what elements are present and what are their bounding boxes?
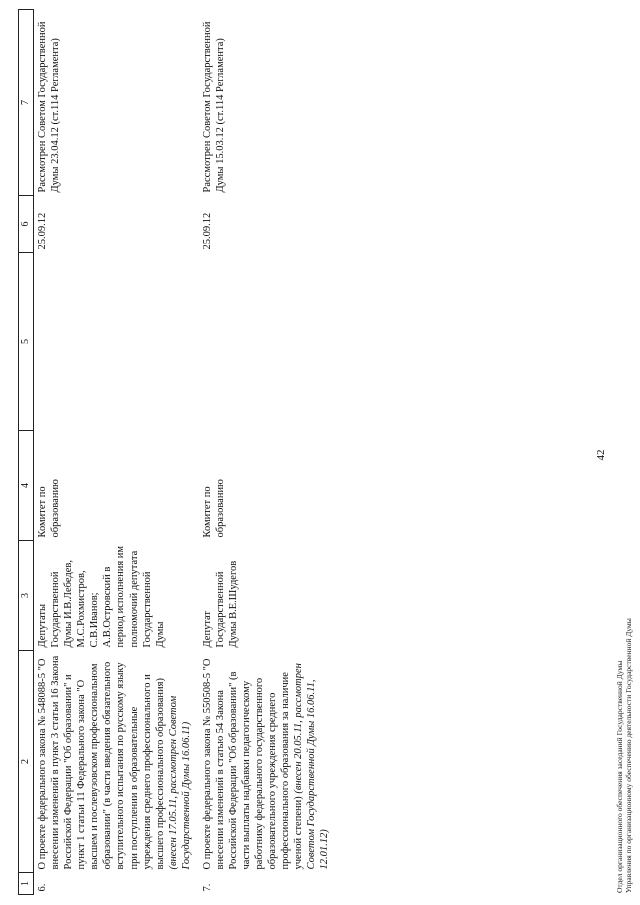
header-row [19, 10, 34, 895]
row-number: 6. [37, 883, 49, 892]
column-header: 1 [19, 873, 34, 895]
authors-cell: Депутат Государственной Думы В.Е.Шудегов [201, 560, 239, 648]
page-number: 42 [595, 449, 607, 461]
column-header: 3 [19, 541, 34, 651]
footer-line-1: Отдел организационного обеспечения заседаний Государственной Думы [615, 660, 624, 893]
column-header: 6 [19, 196, 34, 253]
column-header: 4 [19, 431, 34, 541]
column-header: 5 [19, 253, 34, 431]
table-row [199, 10, 337, 895]
column-header: 2 [19, 651, 34, 873]
bill-history: (внесен 17.05.11, рассмотрен Советом Государственной Думы 16.06.11) [167, 695, 192, 870]
date-cell: 25.09.12 [201, 212, 213, 250]
column-5-cell [34, 253, 199, 431]
column-header: 7 [19, 10, 34, 196]
table-row [34, 10, 199, 895]
committee-cell: Комитет по образованию [37, 479, 62, 538]
bill-history: (внесен 20.05.11, рассмотрен Советом Государственной Думы 16.06.11, 12.01.12) [292, 663, 330, 870]
status-cell: Рассмотрен Советом Государственной Думы 23.04.12 (ст.114 Регламента) [37, 21, 62, 193]
date-cell: 25.09.12 [37, 212, 49, 250]
footer-line-2: Управления по организационному обеспечению деятельности Государственной Думы [624, 618, 634, 893]
status-cell: Рассмотрен Советом Государственной Думы 15.03.12 (ст.114 Регламента) [201, 21, 226, 193]
row-number: 7. [201, 883, 213, 892]
bill-title: О проекте федерального закона № 550508-5 "О внесении изменений в статью 54 Закона Российской Федерации "Об образовании" (в части выплаты надбавки педагогическому работнику федерального государственного образовательного учреждения среднего профессионального образования за наличие ученой степени) [201, 658, 304, 870]
agenda-table [18, 9, 337, 895]
column-5-cell [199, 253, 337, 431]
authors-cell: Депутаты Государственной Думы И.В.Лебедев, М.С.Рохмистров, С.В.Иванов; А.В.Островский в период исполнения им полномочий депутата Государственной Думы [37, 545, 166, 648]
footer [615, 618, 634, 893]
bill-title: О проекте федерального закона № 548088-5 "О внесении изменений в пункт 3 статьи 16 Закона Российской Федерации "Об образовании" и пункт 1 статьи 11 Федерального закона "О высшем и послевузовском профессиональном образовании" (в части введения обязательного вступительного испытания по русскому языку при поступлении в образовательные учреждения среднего профессионального и высшего профессионального образования) [37, 655, 166, 870]
committee-cell: Комитет по образованию [201, 479, 226, 538]
bill-cell [199, 651, 337, 873]
bill-cell [34, 651, 199, 873]
